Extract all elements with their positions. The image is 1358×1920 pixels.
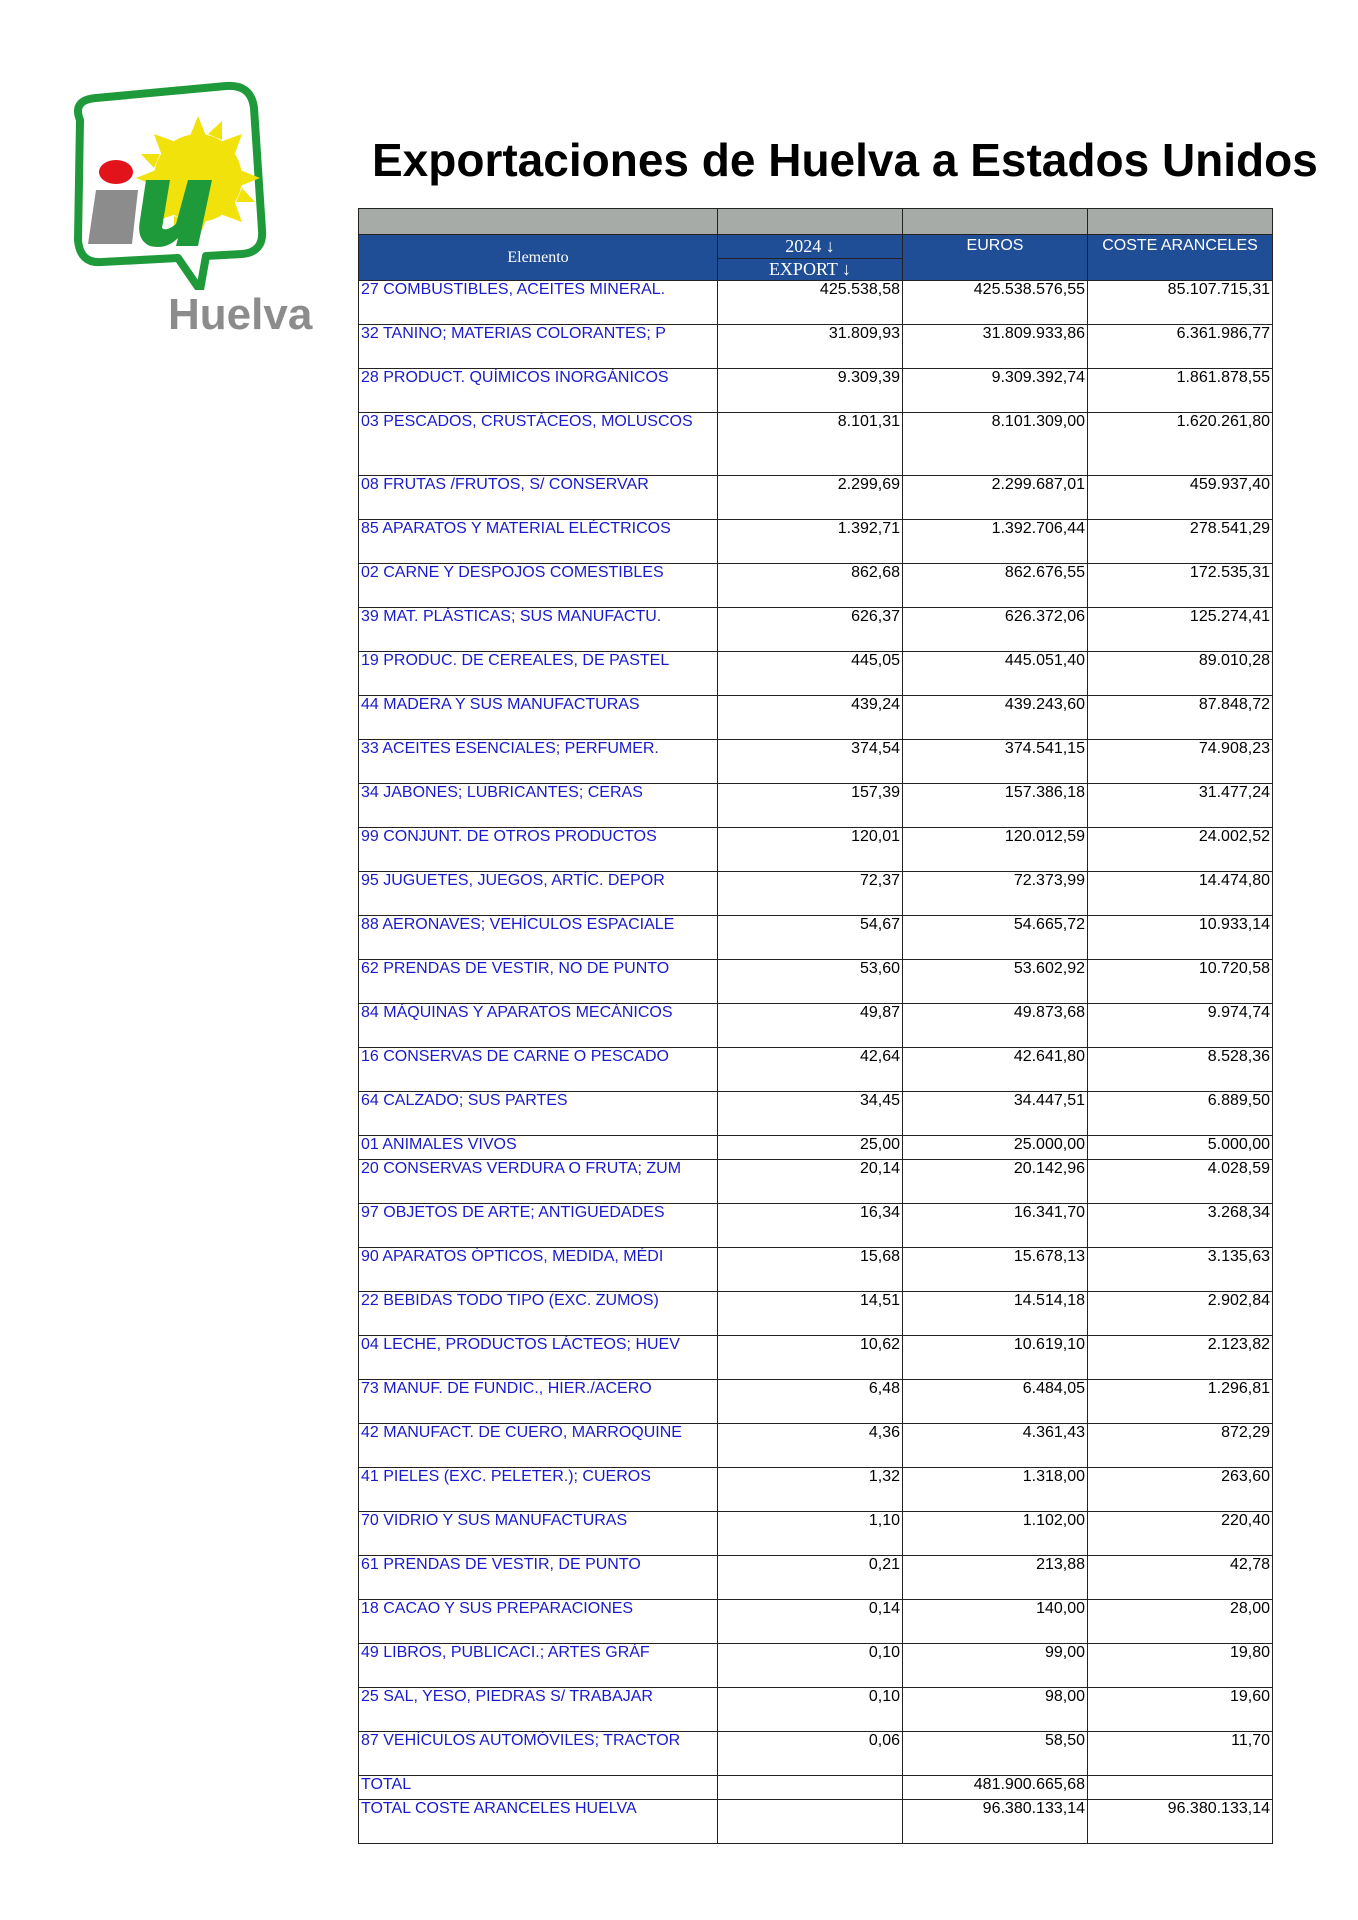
table-row — [359, 1160, 1273, 1204]
row-euros: 120.012,59 — [903, 828, 1088, 872]
row-element: 85 APARATOS Y MATERIAL ELÉCTRICOS — [359, 520, 718, 564]
row-tariff: 89.010,28 — [1088, 652, 1273, 696]
row-euros: 439.243,60 — [903, 696, 1088, 740]
logo-text: Huelva — [168, 290, 313, 339]
row-element: 32 TANINO; MATERIAS COLORANTES; P — [359, 325, 718, 369]
row-euros: 1.102,00 — [903, 1512, 1088, 1556]
row-euros: 72.373,99 — [903, 872, 1088, 916]
row-tariff: 6.361.986,77 — [1088, 325, 1273, 369]
row-export: 0,10 — [718, 1644, 903, 1688]
row-export: 1,32 — [718, 1468, 903, 1512]
row-export: 8.101,31 — [718, 413, 903, 476]
row-export: 14,51 — [718, 1292, 903, 1336]
row-export: 42,64 — [718, 1048, 903, 1092]
total-row — [359, 1776, 1273, 1800]
row-tariff: 10.933,14 — [1088, 916, 1273, 960]
row-element: 19 PRODUC. DE CEREALES, DE PASTEL — [359, 652, 718, 696]
table-row — [359, 1644, 1273, 1688]
table-row — [359, 1556, 1273, 1600]
row-euros: 6.484,05 — [903, 1380, 1088, 1424]
row-tariff: 459.937,40 — [1088, 476, 1273, 520]
table-row — [359, 1468, 1273, 1512]
row-element: 73 MANUF. DE FUNDIC., HIER./ACERO — [359, 1380, 718, 1424]
row-element: 02 CARNE Y DESPOJOS COMESTIBLES — [359, 564, 718, 608]
table-header-row — [359, 235, 1273, 259]
row-tariff: 263,60 — [1088, 1468, 1273, 1512]
row-euros: 140,00 — [903, 1600, 1088, 1644]
row-export: 25,00 — [718, 1136, 903, 1160]
row-element: 27 COMBUSTIBLES, ACEITES MINERAL. — [359, 281, 718, 325]
row-element: 04 LECHE, PRODUCTOS LÁCTEOS; HUEV — [359, 1336, 718, 1380]
row-element: 70 VIDRIO Y SUS MANUFACTURAS — [359, 1512, 718, 1556]
header-element: Elemento — [359, 235, 718, 281]
row-tariff: 1.620.261,80 — [1088, 413, 1273, 476]
row-element: 88 AERONAVES; VEHÍCULOS ESPACIALE — [359, 916, 718, 960]
table-row — [359, 1688, 1273, 1732]
row-element: 34 JABONES; LUBRICANTES; CERAS — [359, 784, 718, 828]
row-export: 1.392,71 — [718, 520, 903, 564]
row-export: 862,68 — [718, 564, 903, 608]
row-euros: 16.341,70 — [903, 1204, 1088, 1248]
row-euros: 34.447,51 — [903, 1092, 1088, 1136]
row-element: 44 MADERA Y SUS MANUFACTURAS — [359, 696, 718, 740]
row-euros: 99,00 — [903, 1644, 1088, 1688]
row-euros: 9.309.392,74 — [903, 369, 1088, 413]
row-tariff: 28,00 — [1088, 1600, 1273, 1644]
table-row — [359, 1424, 1273, 1468]
row-element: 84 MÁQUINAS Y APARATOS MECÁNICOS — [359, 1004, 718, 1048]
row-element: 33 ACEITES ESENCIALES; PERFUMER. — [359, 740, 718, 784]
row-export: 0,10 — [718, 1688, 903, 1732]
row-tariff: 8.528,36 — [1088, 1048, 1273, 1092]
row-export: 425.538,58 — [718, 281, 903, 325]
row-tariff: 9.974,74 — [1088, 1004, 1273, 1048]
row-euros: 15.678,13 — [903, 1248, 1088, 1292]
row-euros: 14.514,18 — [903, 1292, 1088, 1336]
row-element: 64 CALZADO; SUS PARTES — [359, 1092, 718, 1136]
row-element: 01 ANIMALES VIVOS — [359, 1136, 718, 1160]
table-row — [359, 1004, 1273, 1048]
table-row — [359, 652, 1273, 696]
row-element: 08 FRUTAS /FRUTOS, S/ CONSERVAR — [359, 476, 718, 520]
table-row — [359, 1380, 1273, 1424]
row-export: 16,34 — [718, 1204, 903, 1248]
row-element: 41 PIELES (EXC. PELETER.); CUEROS — [359, 1468, 718, 1512]
table-row — [359, 828, 1273, 872]
row-export: 10,62 — [718, 1336, 903, 1380]
row-export: 20,14 — [718, 1160, 903, 1204]
table-row — [359, 1512, 1273, 1556]
row-element: 20 CONSERVAS VERDURA O FRUTA; ZUM — [359, 1160, 718, 1204]
total-label: TOTAL — [359, 1776, 718, 1800]
row-tariff: 11,70 — [1088, 1732, 1273, 1776]
row-element: 97 OBJETOS DE ARTE; ANTIGUEDADES — [359, 1204, 718, 1248]
header-year: 2024 ↓ — [718, 235, 903, 259]
row-export: 49,87 — [718, 1004, 903, 1048]
total-euros: 481.900.665,68 — [903, 1776, 1088, 1800]
row-element: 42 MANUFACT. DE CUERO, MARROQUINE — [359, 1424, 718, 1468]
row-element: 87 VEHÍCULOS AUTOMÓVILES; TRACTOR — [359, 1732, 718, 1776]
row-tariff: 19,80 — [1088, 1644, 1273, 1688]
row-tariff: 1.296,81 — [1088, 1380, 1273, 1424]
row-export: 157,39 — [718, 784, 903, 828]
table-top-bar — [359, 209, 1273, 235]
row-euros: 20.142,96 — [903, 1160, 1088, 1204]
row-export: 0,14 — [718, 1600, 903, 1644]
row-euros: 42.641,80 — [903, 1048, 1088, 1092]
row-euros: 31.809.933,86 — [903, 325, 1088, 369]
row-export: 31.809,93 — [718, 325, 903, 369]
row-element: 95 JUGUETES, JUEGOS, ARTÍC. DEPOR — [359, 872, 718, 916]
row-tariff: 74.908,23 — [1088, 740, 1273, 784]
row-euros: 445.051,40 — [903, 652, 1088, 696]
row-euros: 1.318,00 — [903, 1468, 1088, 1512]
row-euros: 213,88 — [903, 1556, 1088, 1600]
table-row — [359, 784, 1273, 828]
row-tariff: 125.274,41 — [1088, 608, 1273, 652]
row-tariff: 42,78 — [1088, 1556, 1273, 1600]
row-export: 1,10 — [718, 1512, 903, 1556]
row-tariff: 1.861.878,55 — [1088, 369, 1273, 413]
table-row — [359, 916, 1273, 960]
row-export: 9.309,39 — [718, 369, 903, 413]
row-tariff: 872,29 — [1088, 1424, 1273, 1468]
table-row — [359, 1048, 1273, 1092]
table-row — [359, 413, 1273, 476]
row-element: 28 PRODUCT. QUÍMICOS INORGÁNICOS — [359, 369, 718, 413]
table-row — [359, 696, 1273, 740]
row-euros: 1.392.706,44 — [903, 520, 1088, 564]
row-tariff: 3.135,63 — [1088, 1248, 1273, 1292]
row-tariff: 3.268,34 — [1088, 1204, 1273, 1248]
row-export: 445,05 — [718, 652, 903, 696]
row-element: 49 LIBROS, PUBLICACI.; ARTES GRÁF — [359, 1644, 718, 1688]
table-row — [359, 281, 1273, 325]
row-export: 0,21 — [718, 1556, 903, 1600]
page-title: Exportaciones de Huelva a Estados Unidos — [372, 134, 1318, 186]
row-tariff: 24.002,52 — [1088, 828, 1273, 872]
header-euros: EUROS — [903, 235, 1088, 281]
row-export: 374,54 — [718, 740, 903, 784]
table-row — [359, 872, 1273, 916]
row-element: 25 SAL, YESO, PIEDRAS S/ TRABAJAR — [359, 1688, 718, 1732]
table-row — [359, 608, 1273, 652]
row-export: 53,60 — [718, 960, 903, 1004]
row-export: 0,06 — [718, 1732, 903, 1776]
row-tariff: 172.535,31 — [1088, 564, 1273, 608]
table-row — [359, 960, 1273, 1004]
row-tariff: 85.107.715,31 — [1088, 281, 1273, 325]
table-row — [359, 1248, 1273, 1292]
row-euros: 49.873,68 — [903, 1004, 1088, 1048]
row-element: 03 PESCADOS, CRUSTÁCEOS, MOLUSCOS — [359, 413, 718, 476]
iu-huelva-logo — [66, 80, 316, 340]
row-euros: 425.538.576,55 — [903, 281, 1088, 325]
table-row — [359, 1600, 1273, 1644]
row-export: 439,24 — [718, 696, 903, 740]
row-euros: 626.372,06 — [903, 608, 1088, 652]
header-export: EXPORT ↓ — [718, 259, 903, 281]
row-export: 34,45 — [718, 1092, 903, 1136]
row-tariff: 2.902,84 — [1088, 1292, 1273, 1336]
row-element: 61 PRENDAS DE VESTIR, DE PUNTO — [359, 1556, 718, 1600]
total-tariff-value: 96.380.133,14 — [1088, 1800, 1273, 1844]
table-row — [359, 1292, 1273, 1336]
table-row — [359, 1136, 1273, 1160]
row-element: 16 CONSERVAS DE CARNE O PESCADO — [359, 1048, 718, 1092]
row-euros: 4.361,43 — [903, 1424, 1088, 1468]
row-euros: 98,00 — [903, 1688, 1088, 1732]
table-row — [359, 369, 1273, 413]
exports-table — [358, 208, 1273, 1844]
row-element: 99 CONJUNT. DE OTROS PRODUCTOS — [359, 828, 718, 872]
row-tariff: 87.848,72 — [1088, 696, 1273, 740]
row-export: 15,68 — [718, 1248, 903, 1292]
row-euros: 58,50 — [903, 1732, 1088, 1776]
row-euros: 374.541,15 — [903, 740, 1088, 784]
table-row — [359, 1092, 1273, 1136]
row-tariff: 220,40 — [1088, 1512, 1273, 1556]
row-tariff: 2.123,82 — [1088, 1336, 1273, 1380]
row-export: 120,01 — [718, 828, 903, 872]
total-tariff-row — [359, 1800, 1273, 1844]
row-export: 54,67 — [718, 916, 903, 960]
row-euros: 157.386,18 — [903, 784, 1088, 828]
total-tariff-euros: 96.380.133,14 — [903, 1800, 1088, 1844]
row-element: 39 MAT. PLÁSTICAS; SUS MANUFACTU. — [359, 608, 718, 652]
row-export: 72,37 — [718, 872, 903, 916]
row-euros: 8.101.309,00 — [903, 413, 1088, 476]
total-tariff-label: TOTAL COSTE ARANCELES HUELVA — [359, 1800, 718, 1844]
row-tariff: 14.474,80 — [1088, 872, 1273, 916]
row-tariff: 4.028,59 — [1088, 1160, 1273, 1204]
table-row — [359, 325, 1273, 369]
row-element: 90 APARATOS ÓPTICOS, MEDIDA, MÉDI — [359, 1248, 718, 1292]
row-export: 626,37 — [718, 608, 903, 652]
row-element: 18 CACAO Y SUS PREPARACIONES — [359, 1600, 718, 1644]
row-tariff: 278.541,29 — [1088, 520, 1273, 564]
row-export: 6,48 — [718, 1380, 903, 1424]
table-row — [359, 476, 1273, 520]
table-row — [359, 1204, 1273, 1248]
row-export: 4,36 — [718, 1424, 903, 1468]
row-euros: 53.602,92 — [903, 960, 1088, 1004]
row-tariff: 5.000,00 — [1088, 1136, 1273, 1160]
row-tariff: 19,60 — [1088, 1688, 1273, 1732]
table-row — [359, 564, 1273, 608]
row-export: 2.299,69 — [718, 476, 903, 520]
row-element: 62 PRENDAS DE VESTIR, NO DE PUNTO — [359, 960, 718, 1004]
table-row — [359, 1732, 1273, 1776]
row-euros: 54.665,72 — [903, 916, 1088, 960]
row-euros: 10.619,10 — [903, 1336, 1088, 1380]
iu-logo-icon — [66, 80, 316, 290]
row-tariff: 6.889,50 — [1088, 1092, 1273, 1136]
row-element: 22 BEBIDAS TODO TIPO (EXC. ZUMOS) — [359, 1292, 718, 1336]
row-euros: 2.299.687,01 — [903, 476, 1088, 520]
table-row — [359, 1336, 1273, 1380]
header-tariff: COSTE ARANCELES — [1088, 235, 1273, 281]
row-tariff: 31.477,24 — [1088, 784, 1273, 828]
table-row — [359, 520, 1273, 564]
table-row — [359, 740, 1273, 784]
row-euros: 862.676,55 — [903, 564, 1088, 608]
row-tariff: 10.720,58 — [1088, 960, 1273, 1004]
row-euros: 25.000,00 — [903, 1136, 1088, 1160]
